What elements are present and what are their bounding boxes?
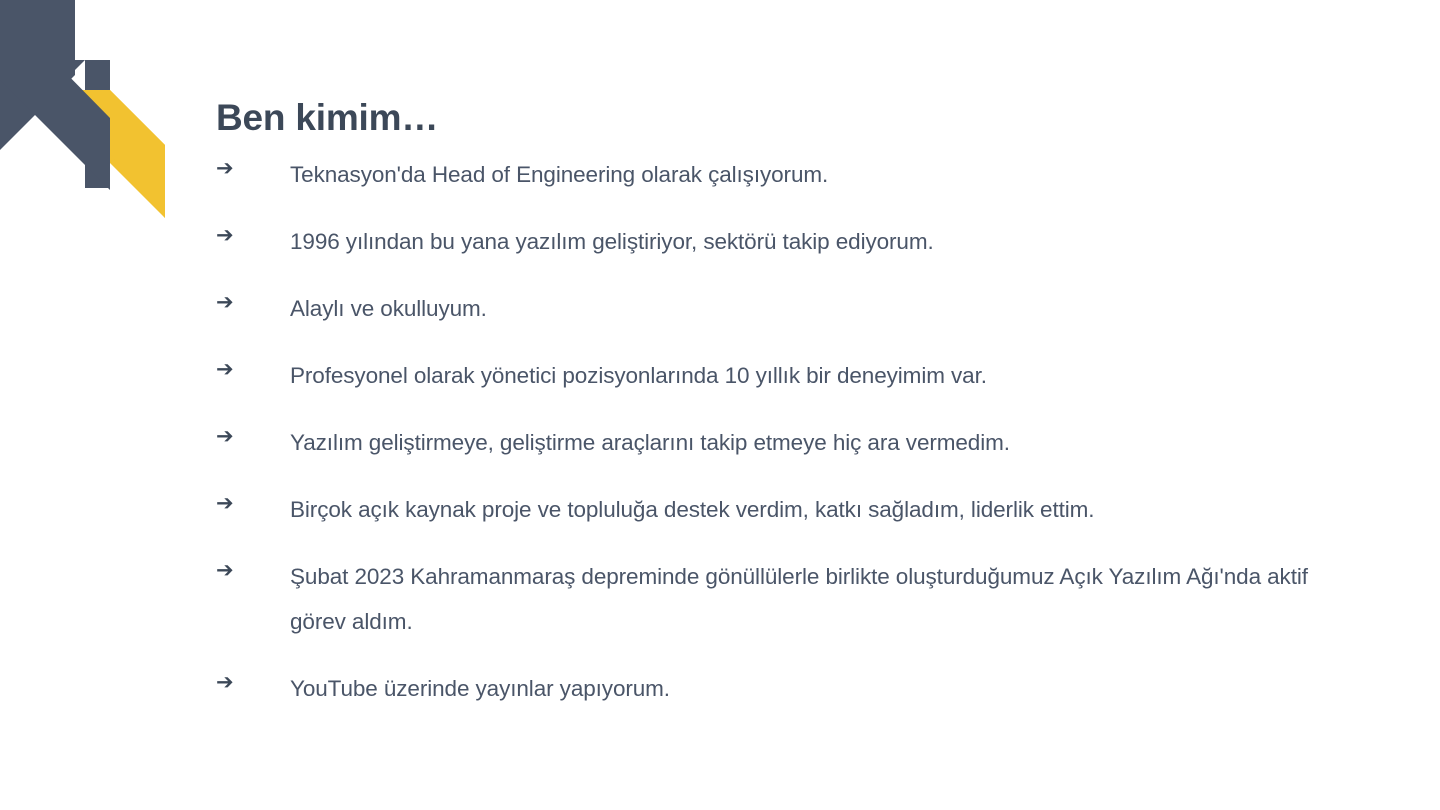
arrow-right-icon: ➔ [216,357,234,381]
arrow-right-icon: ➔ [216,156,234,180]
arrow-right-icon: ➔ [216,223,234,247]
list-item [216,152,1336,197]
corner-mark-yellow-band [55,90,165,218]
list-item-label: YouTube üzerinde yayınlar yapıyorum. [290,676,670,701]
arrow-right-icon: ➔ [216,424,234,448]
list-item-label: Şubat 2023 Kahramanmaraş depreminde gönüllülerle birlikte oluşturduğumuz Açık Yazılım Ağı'nda aktif görev aldım. [290,564,1308,634]
list-item-label: Birçok açık kaynak proje ve topluluğa destek verdim, katkı sağladım, liderlik ettim. [290,497,1095,522]
arrow-right-icon: ➔ [216,558,234,582]
list-item [216,666,1336,711]
arrow-right-icon: ➔ [216,491,234,515]
list-item [216,219,1336,264]
list-item-label: Profesyonel olarak yönetici pozisyonlarında 10 yıllık bir deneyimim var. [290,363,987,388]
list-item-label: 1996 yılından bu yana yazılım geliştiriyor, sektörü takip ediyorum. [290,229,934,254]
corner-mark-yellow-wedge [55,90,165,218]
list-item [216,554,1336,644]
page-title: Ben kimim… [216,96,439,138]
list-item [216,353,1336,398]
list-item [216,286,1336,331]
arrow-right-icon: ➔ [216,290,234,314]
list-item [216,487,1336,532]
chevron-corner-mark [0,0,180,230]
list-item-label: Alaylı ve okulluyum. [290,296,487,321]
corner-mark-dark-wedge [0,0,75,150]
corner-mark-dark-band [0,62,110,190]
corner-mark-dark-shape [0,0,110,188]
bullet-list [216,152,1336,733]
list-item-label: Teknasyon'da Head of Engineering olarak çalışıyorum. [290,162,829,187]
arrow-right-icon: ➔ [216,670,234,694]
list-item [216,420,1336,465]
list-item-label: Yazılım geliştirmeye, geliştirme araçlarını takip etmeye hiç ara vermedim. [290,430,1010,455]
